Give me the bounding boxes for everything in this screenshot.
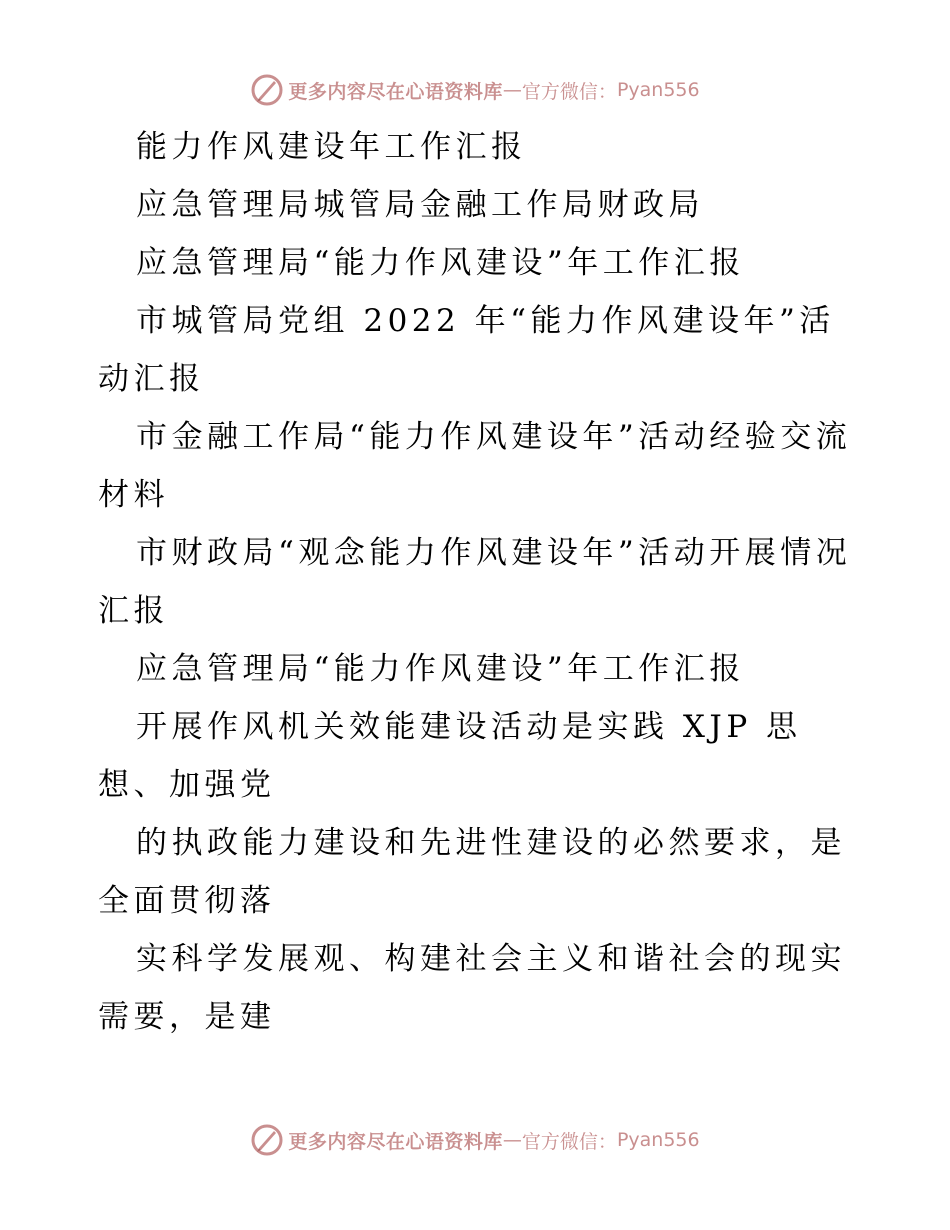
watermark-header	[0, 70, 950, 110]
doc-paragraph: 实科学发展观、构建社会主义和谐社会的现实需要，是建	[98, 941, 846, 1035]
watermark-separator: —	[502, 1129, 522, 1151]
doc-paragraph: 应急管理局城管局金融工作局财政局	[136, 187, 704, 223]
doc-paragraph: 应急管理局“能力作风建设”年工作汇报	[136, 245, 745, 281]
watermark-footer	[0, 1120, 950, 1160]
watermark-wechat-id: Pyan556	[616, 1129, 700, 1151]
quill-logo-icon	[250, 73, 284, 107]
watermark-separator: —	[502, 79, 522, 101]
watermark-site-text: 更多内容尽在心语资料库	[288, 80, 503, 103]
doc-paragraph: 应急管理局“能力作风建设”年工作汇报	[136, 651, 745, 687]
doc-paragraph: 市金融工作局“能力作风建设年”活动经验交流材料	[98, 419, 852, 513]
doc-paragraph: 的执政能力建设和先进性建设的必然要求，是全面贯彻落	[98, 825, 846, 919]
document-body	[98, 118, 858, 1046]
watermark-wechat-label: 官方微信：	[521, 1130, 617, 1153]
doc-paragraph: 开展作风机关效能建设活动是实践 XJP 思想、加强党	[98, 709, 802, 803]
watermark-site-text: 更多内容尽在心语资料库	[288, 1130, 503, 1153]
doc-paragraph: 市城管局党组 2022 年“能力作风建设年”活动汇报	[98, 303, 835, 397]
doc-title: 能力作风建设年工作汇报	[136, 129, 527, 165]
doc-paragraph: 市财政局“观念能力作风建设年”活动开展情况汇报	[98, 535, 852, 629]
watermark-wechat-id: Pyan556	[616, 79, 700, 101]
quill-logo-icon	[250, 1123, 284, 1157]
watermark-wechat-label: 官方微信：	[521, 80, 617, 103]
